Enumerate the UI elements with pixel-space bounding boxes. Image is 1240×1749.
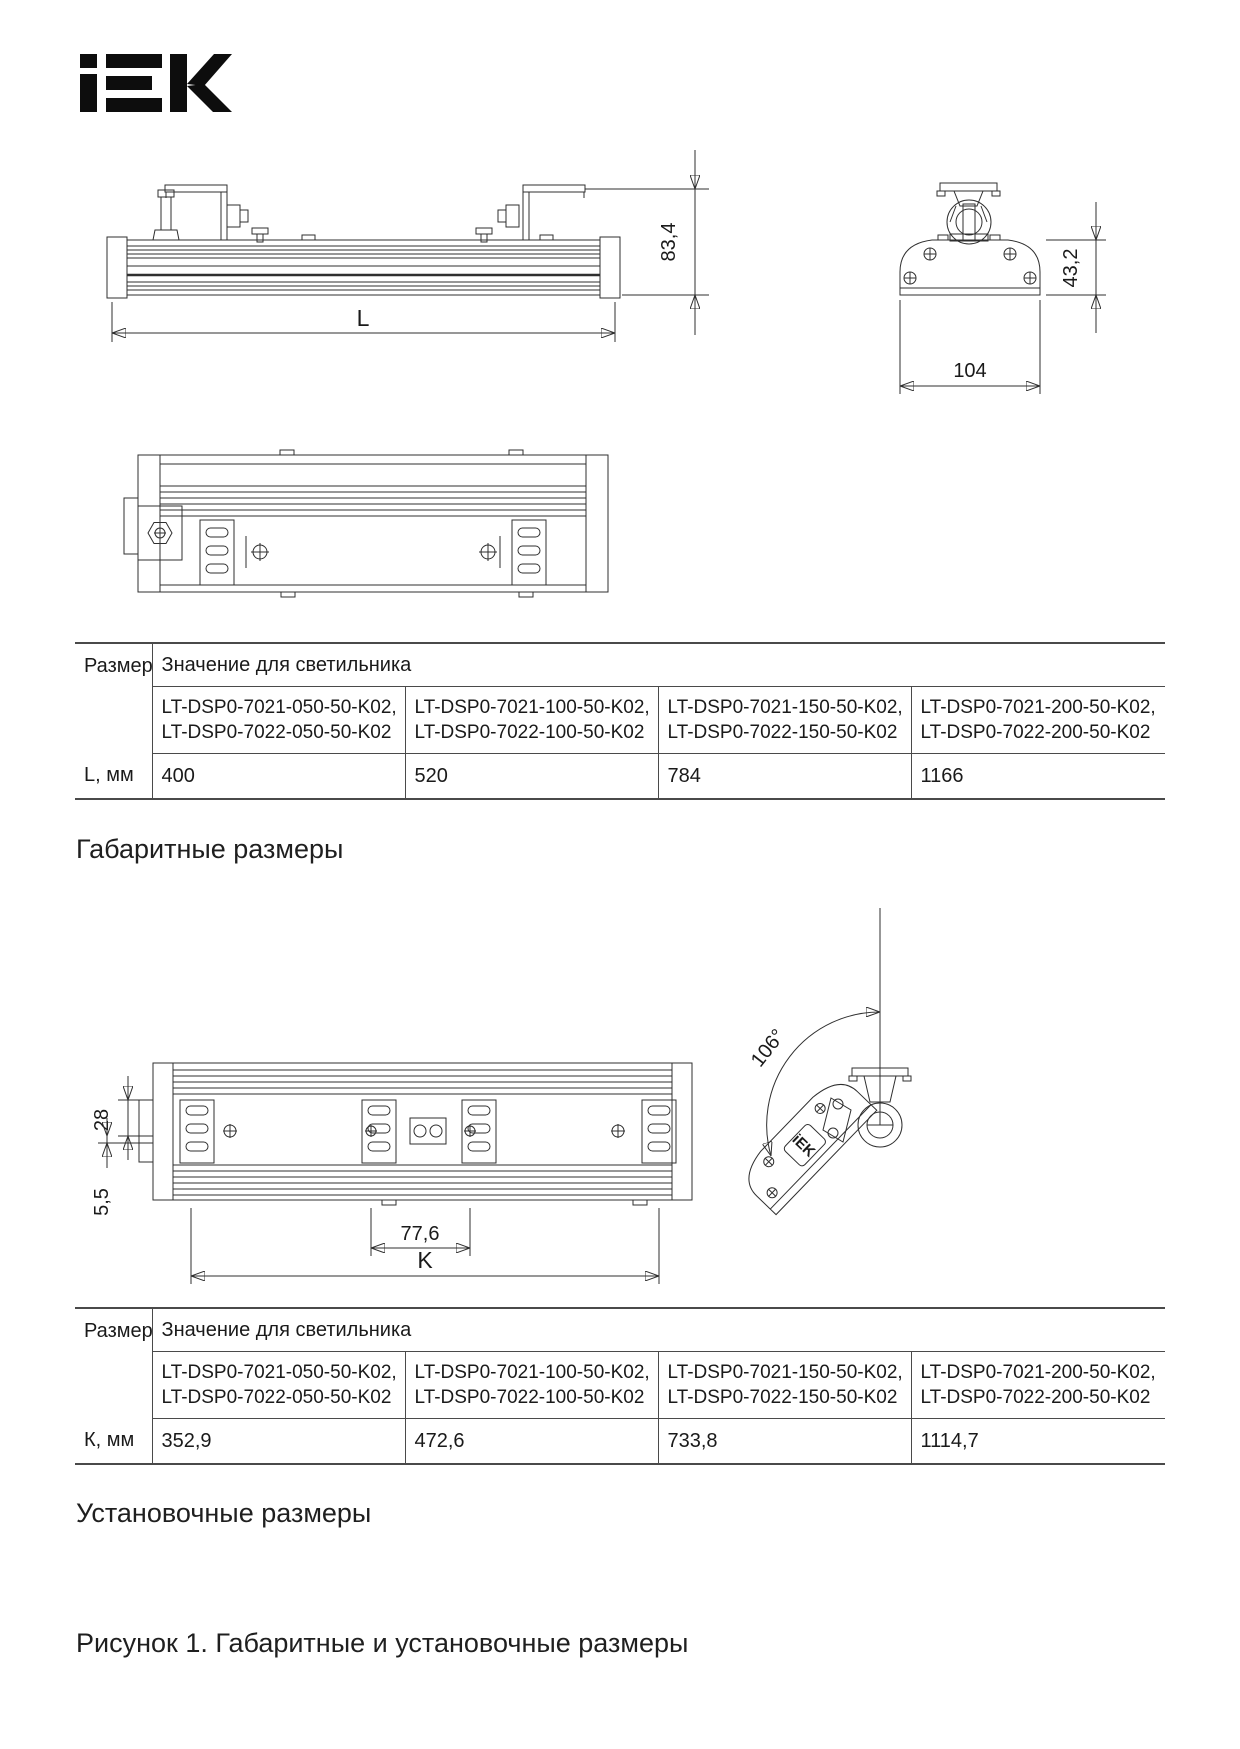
- table-cell-value: 784: [658, 754, 911, 800]
- yoke-flange: [940, 183, 997, 191]
- mounting-bracket-left: [165, 185, 268, 242]
- table-cell-value: 1166: [911, 754, 1165, 800]
- dimension-offset-5-5: [91, 1118, 153, 1216]
- cap-screw: [1024, 272, 1036, 284]
- side-lug: [124, 498, 138, 554]
- table-cell-models: LT-DSP0-7021-200-50-K02, LT-DSP0-7022-200-50-K02: [911, 1352, 1165, 1419]
- table-cell-models: LT-DSP0-7021-100-50-K02, LT-DSP0-7022-100-50-K02: [405, 1352, 658, 1419]
- cap-screw: [1004, 248, 1016, 260]
- channel-screw: [223, 1124, 237, 1138]
- table-cell-value: 1114,7: [911, 1419, 1165, 1465]
- angle-dimension-106: [747, 908, 880, 1156]
- table-row: [75, 754, 1165, 800]
- table-cell-models: LT-DSP0-7021-150-50-K02, LT-DSP0-7022-150-50-K02: [658, 1352, 911, 1419]
- bracket-bolt: [506, 205, 519, 227]
- table-cell-value: 472,6: [405, 1419, 658, 1465]
- bracket-plate: [523, 192, 529, 240]
- fixing-screw: [476, 228, 492, 234]
- logo-e-top: [106, 54, 162, 68]
- dimension-length-L: [112, 302, 615, 342]
- dim-label-offset-5-5: 5,5: [91, 1188, 113, 1216]
- dimension-cap-width-104: [900, 300, 1040, 394]
- dim-label-offset-28: 28: [91, 1108, 113, 1132]
- table-corner-header: Размер: [75, 643, 152, 754]
- channel-screw: [464, 1125, 476, 1137]
- iek-badge-text: iEK: [788, 1131, 819, 1161]
- side-lug: [139, 1100, 153, 1162]
- channel-screw: [611, 1124, 625, 1138]
- dim-label-cap-height: 43,2: [1060, 248, 1082, 288]
- dim-label-span: K: [417, 1247, 433, 1273]
- right-end-cap: [600, 237, 620, 298]
- channel-screw: [246, 536, 269, 568]
- logo-e-mid: [106, 76, 152, 90]
- dim-label-length: L: [356, 305, 370, 331]
- top-tab: [280, 450, 294, 455]
- logo-k-upper-arm: [187, 54, 232, 86]
- end-cap-profile: [900, 240, 1040, 295]
- mounting-view-drawing: [70, 1040, 715, 1290]
- end-cap-tilted: [736, 1072, 876, 1215]
- logo-i-stem: [80, 74, 97, 112]
- heading-mounting-dimensions: Установочные размеры: [76, 1498, 372, 1528]
- channel-screw: [479, 536, 500, 568]
- bracket-arm: [523, 185, 585, 192]
- cap-screw: [762, 1155, 776, 1169]
- dimension-height-83-4: [585, 150, 709, 335]
- table-cell-value: 352,9: [152, 1419, 405, 1465]
- yoke-ring-inner: [956, 209, 982, 235]
- table-row: [75, 687, 1165, 754]
- dim-label-cap-width: 104: [953, 360, 987, 382]
- bottom-tab: [382, 1200, 396, 1205]
- table-cell-models: LT-DSP0-7021-100-50-K02, LT-DSP0-7022-100-50-K02: [405, 687, 658, 754]
- table-corner-header: Размер: [75, 1308, 152, 1419]
- table-group-header: Значение для светильника: [152, 1308, 1165, 1352]
- mounting-yoke-tilted: [823, 1068, 911, 1147]
- table-row-label: L, мм: [75, 754, 152, 800]
- luminaire-body: [107, 235, 620, 298]
- logo-k-lower-arm: [187, 84, 232, 112]
- figure-caption: Рисунок 1. Габаритные и установочные размеры: [76, 1628, 689, 1658]
- table-cell-value: 520: [405, 754, 658, 800]
- dim-label-hole-spacing: 77,6: [400, 1223, 440, 1245]
- table-cell-value: 733,8: [658, 1419, 911, 1465]
- fixing-screw: [252, 228, 268, 234]
- iek-logo: [80, 54, 232, 114]
- cap-screw: [813, 1101, 827, 1115]
- dimension-cap-height-43-2: [1046, 202, 1106, 333]
- table-cell-models: LT-DSP0-7021-050-50-K02, LT-DSP0-7022-050-50-K02: [152, 1352, 405, 1419]
- slotted-plate-left: [200, 520, 234, 585]
- dimension-span-K: [191, 1208, 659, 1284]
- slotted-plate-right: [512, 520, 546, 585]
- table-cell-models: LT-DSP0-7021-150-50-K02, LT-DSP0-7022-150-50-K02: [658, 687, 911, 754]
- bottom-view-drawing: [100, 440, 640, 610]
- table-row-label: К, мм: [75, 1419, 152, 1465]
- top-tab: [540, 235, 553, 240]
- yoke-ring-outer: [947, 200, 991, 244]
- bottom-tab: [519, 592, 533, 597]
- luminaire-body-mounting: [139, 1063, 692, 1205]
- top-tab: [509, 450, 523, 455]
- heading-overall-dimensions: Габаритные размеры: [76, 834, 344, 864]
- logo-k-stem: [170, 54, 187, 112]
- slotted-plate: [180, 1100, 214, 1163]
- table-row: [75, 1308, 1165, 1352]
- dimensions-table-mounting: [75, 1307, 1165, 1465]
- logo-i-dot: [80, 54, 97, 68]
- table-group-header: Значение для светильника: [152, 643, 1165, 687]
- table-row: [75, 1352, 1165, 1419]
- mounting-bracket-right: [476, 185, 585, 242]
- center-connector: [410, 1118, 446, 1144]
- cap-screw: [924, 248, 936, 260]
- left-end-cap: [107, 237, 127, 298]
- bracket-bolt: [227, 205, 240, 227]
- top-tab: [302, 235, 315, 240]
- table-cell-models: LT-DSP0-7021-050-50-K02, LT-DSP0-7022-050-50-K02: [152, 687, 405, 754]
- tilt-angle-view-drawing: [645, 880, 1065, 1225]
- table-cell-value: 400: [152, 754, 405, 800]
- end-view-drawing: [880, 140, 1125, 410]
- side-view-drawing: [95, 130, 725, 365]
- luminaire-body-bottom: [124, 450, 608, 597]
- table-cell-models: LT-DSP0-7021-200-50-K02, LT-DSP0-7022-200-50-K02: [911, 687, 1165, 754]
- table-row: [75, 1419, 1165, 1465]
- mounting-yoke: [937, 183, 1000, 244]
- dimensions-table-overall: [75, 642, 1165, 800]
- cap-screw: [765, 1186, 779, 1200]
- channel-screw: [365, 1125, 377, 1137]
- bottom-tab: [281, 592, 295, 597]
- dimension-offset-28: [91, 1076, 153, 1160]
- bracket-plate: [221, 192, 227, 240]
- dim-label-total-height: 83,4: [658, 222, 680, 262]
- cap-screw: [904, 272, 916, 284]
- dim-label-tilt-angle: 106°: [746, 1025, 790, 1072]
- logo-e-bottom: [106, 98, 162, 112]
- table-row: [75, 643, 1165, 687]
